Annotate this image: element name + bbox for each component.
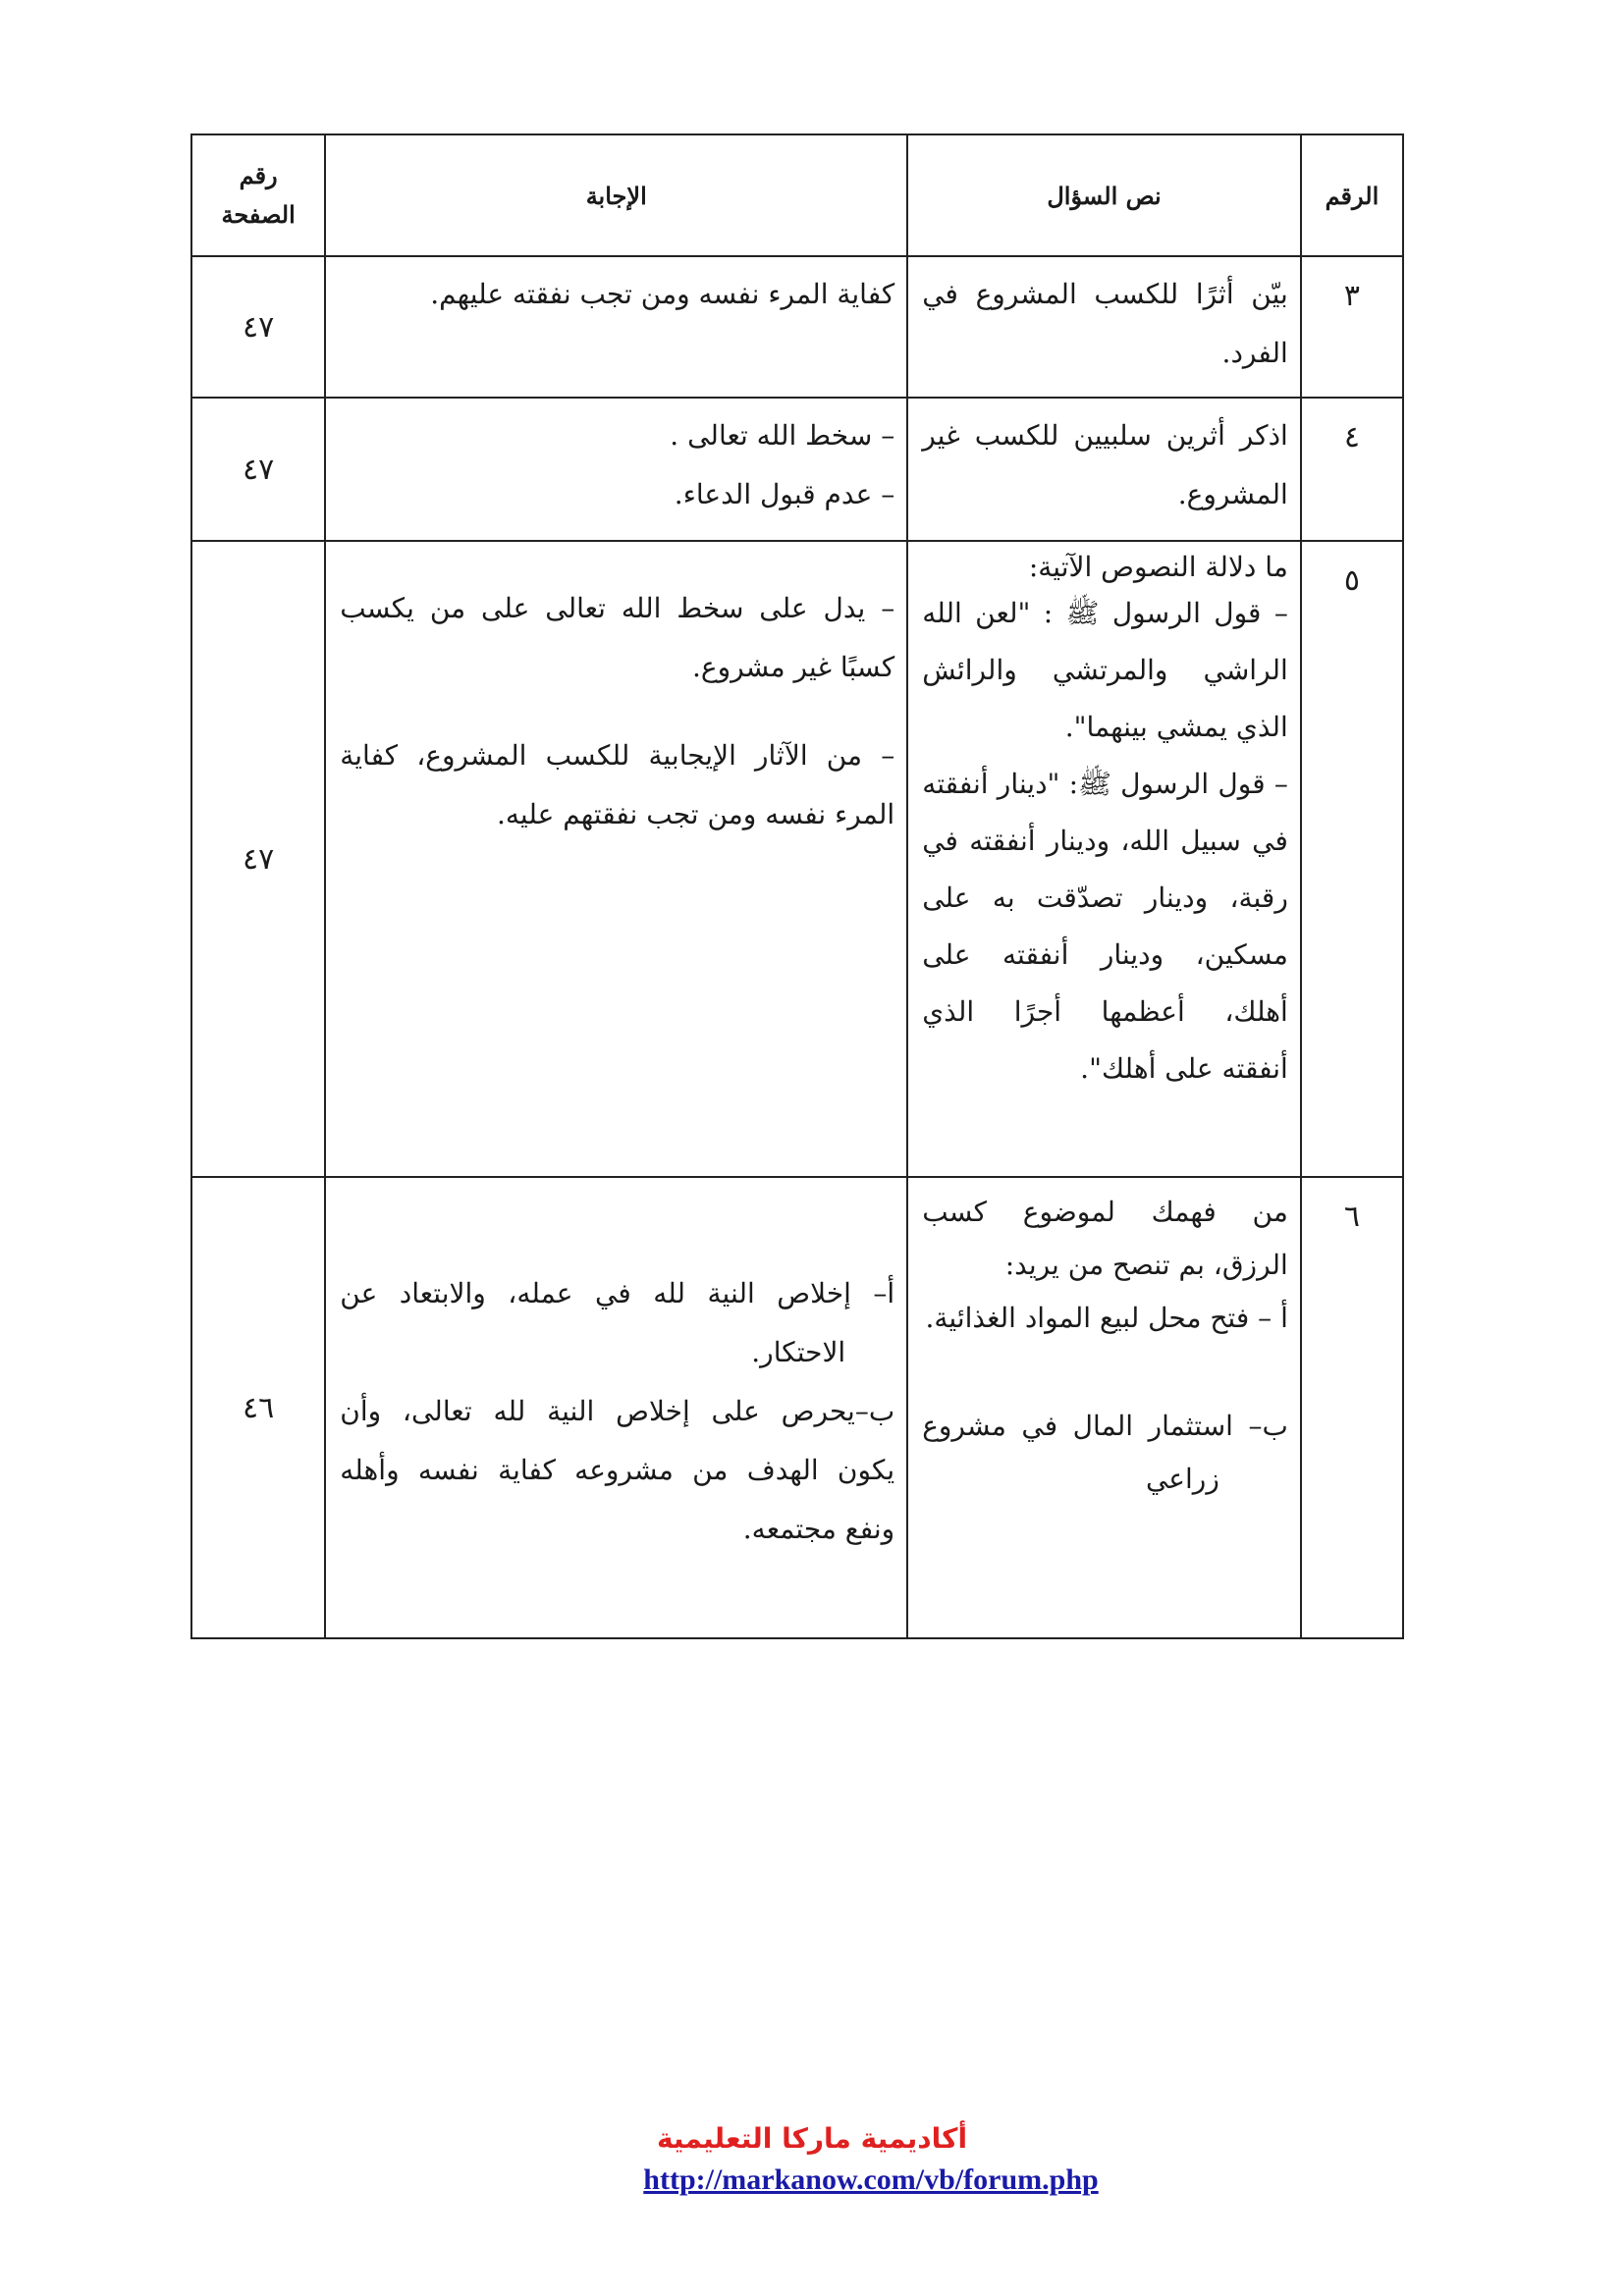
answer-cell bbox=[325, 541, 907, 1177]
answer-line: ب–يحرص على إخلاص النية لله تعالى، وأن bbox=[340, 1395, 895, 1427]
question-line: من فهمك لموضوع كسب bbox=[922, 1196, 1288, 1228]
row-number: ٤ bbox=[1301, 398, 1403, 541]
question-line: المشروع. bbox=[1177, 478, 1288, 510]
answer-line: – من الآثار الإيجابية للكسب المشروع، كفاية bbox=[340, 739, 895, 772]
question-line: مسكين، ودينار أنفقته على bbox=[922, 938, 1288, 971]
question-line: زراعي bbox=[1145, 1463, 1219, 1495]
question-line: أ – فتح محل لبيع المواد الغذائية. bbox=[925, 1302, 1288, 1334]
footer-link[interactable]: http://markanow.com/vb/forum.php bbox=[643, 2163, 1099, 2196]
answer-line: كفاية المرء نفسه ومن تجب نفقته عليهم. bbox=[430, 278, 895, 310]
question-cell bbox=[907, 1177, 1301, 1638]
question-line: الرزق، بم تنصح من يريد: bbox=[1004, 1249, 1288, 1281]
answer-cell bbox=[325, 256, 907, 398]
row-number: ٦ bbox=[1301, 1177, 1403, 1638]
header-question: نص السؤال bbox=[907, 134, 1301, 256]
page-number: ٤٦ bbox=[191, 1177, 325, 1638]
question-line: ما دلالة النصوص الآتية: bbox=[1028, 551, 1288, 583]
answer-cell bbox=[325, 398, 907, 541]
question-cell bbox=[907, 256, 1301, 398]
page-number: ٤٧ bbox=[191, 256, 325, 398]
qa-table bbox=[190, 133, 1404, 1639]
table-header-row bbox=[191, 134, 1403, 256]
header-answer: الإجابة bbox=[325, 134, 907, 256]
footer-title: أكاديمية ماركا التعليمية bbox=[656, 2122, 968, 2155]
answer-line: – يدل على سخط الله تعالى على من يكسب bbox=[340, 592, 895, 624]
answer-line: – سخط الله تعالى . bbox=[670, 419, 895, 452]
row-number: ٥ bbox=[1301, 541, 1403, 1177]
table-row bbox=[191, 256, 1403, 398]
question-line: ب– استثمار المال في مشروع bbox=[922, 1410, 1288, 1442]
header-page: رقم الصفحة bbox=[191, 134, 325, 256]
question-line: في سبيل الله، ودينار أنفقته في bbox=[922, 825, 1288, 857]
answer-cell bbox=[325, 1177, 907, 1638]
answer-line: ونفع مجتمعه. bbox=[742, 1513, 895, 1545]
answer-line: كسبًا غير مشروع. bbox=[692, 651, 895, 683]
table-row bbox=[191, 541, 1403, 1177]
answer-line: – عدم قبول الدعاء. bbox=[674, 478, 895, 510]
question-line: بيّن أثرًا للكسب المشروع في bbox=[922, 278, 1288, 310]
answer-line: المرء نفسه ومن تجب نفقتهم عليه. bbox=[496, 798, 895, 830]
answer-line: الاحتكار. bbox=[751, 1336, 846, 1368]
question-cell bbox=[907, 398, 1301, 541]
question-cell bbox=[907, 541, 1301, 1177]
header-number: الرقم bbox=[1301, 134, 1403, 256]
question-line: أنفقته على أهلك". bbox=[1080, 1052, 1288, 1085]
question-line: الراشي والمرتشي والرائش bbox=[922, 654, 1288, 686]
row-number: ٣ bbox=[1301, 256, 1403, 398]
question-line: الفرد. bbox=[1221, 337, 1288, 369]
question-line: – قول الرسول ﷺ: "دينار أنفقته bbox=[922, 768, 1288, 800]
page-number: ٤٧ bbox=[191, 541, 325, 1177]
answer-line: أ– إخلاص النية لله في عمله، والابتعاد عن bbox=[340, 1277, 895, 1309]
question-line: أهلك، أعظمها أجرًا الذي bbox=[922, 995, 1288, 1028]
table-row bbox=[191, 1177, 1403, 1638]
question-line: اذكر أثرين سلبيين للكسب غير bbox=[922, 419, 1288, 452]
question-line: الذي يمشي بينهما". bbox=[1064, 711, 1288, 743]
table-row bbox=[191, 398, 1403, 541]
page-number: ٤٧ bbox=[191, 398, 325, 541]
question-line: – قول الرسول ﷺ : "لعن الله bbox=[922, 597, 1288, 629]
question-line: رقبة، ودينار تصدّقت به على bbox=[922, 881, 1288, 914]
answer-line: يكون الهدف من مشروعه كفاية نفسه وأهله bbox=[340, 1454, 895, 1486]
